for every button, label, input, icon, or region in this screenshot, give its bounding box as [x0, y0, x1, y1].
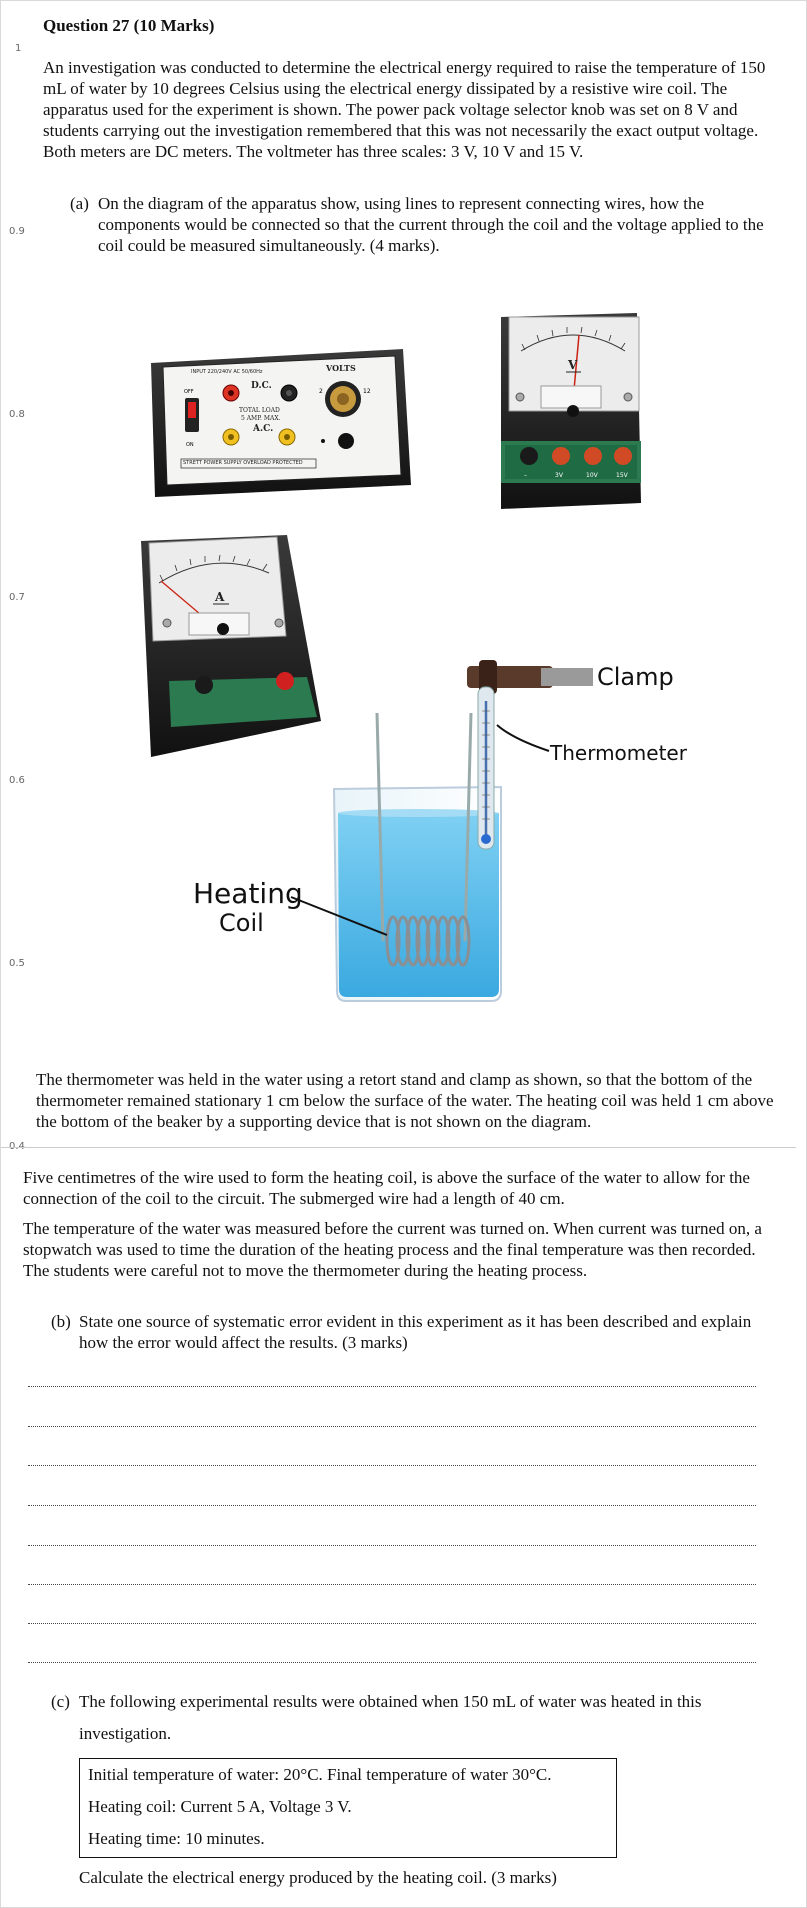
part-b-text: State one source of systematic error evident in this experiment as it has been described and explain how the error would affect the results. (3 marks) [79, 1312, 752, 1352]
part-b-label: (b) [51, 1312, 71, 1331]
voltmeter [501, 313, 641, 509]
voltmeter-terminal-label: 3V [555, 472, 563, 479]
power-pack-dc-label: D.C. [251, 381, 272, 391]
part-c [51, 1686, 781, 1750]
part-c-label: (c) [51, 1692, 70, 1711]
svg-text:2: 2 [319, 388, 323, 395]
thermometer-label: Thermometer [550, 741, 687, 765]
power-pack-on-label: ON [186, 442, 194, 448]
ruler-mark: 0.6 [9, 775, 25, 786]
power-pack-off-label: OFF [184, 389, 194, 395]
power-pack-total-load: TOTAL LOAD [239, 407, 280, 414]
thermometer [478, 687, 494, 849]
power-pack-amp-max: 5 AMP. MAX. [241, 415, 281, 422]
part-a-text: On the diagram of the apparatus show, using lines to represent connecting wires, how the components would be connected so that the current through the coil and the voltage applied to the coil could be measured simultaneously. (4 marks). [98, 194, 764, 255]
part-c-text: The following experimental results were obtained when 150 mL of water was heated in this investigation. [79, 1692, 702, 1743]
result-line: Heating time: 10 minutes. [88, 1829, 265, 1848]
answer-line[interactable] [28, 1465, 756, 1466]
ruler-mark: 1 [15, 43, 22, 54]
part-b [51, 1311, 781, 1353]
clamp-label: Clamp [597, 663, 674, 691]
svg-text:12: 12 [363, 388, 371, 395]
heating-coil-label-line1: Heating [193, 877, 303, 910]
power-pack-input-label: INPUT 220/240V AC 50/60Hz [191, 369, 263, 375]
answer-line[interactable] [28, 1426, 756, 1427]
part-a [70, 193, 790, 256]
answer-line[interactable] [28, 1505, 756, 1506]
heating-coil-label-line2: Coil [219, 909, 264, 937]
voltmeter-terminal-label: 15V [616, 472, 628, 479]
ruler-mark: 0.7 [9, 592, 25, 603]
wire-paragraph: Five centimetres of the wire used to form the heating coil, is above the surface of the water to allow for the connection of the coil to the circuit. The submerged wire had a length of 40 cm. [23, 1168, 750, 1208]
beaker [334, 787, 501, 1001]
answer-line[interactable] [28, 1662, 756, 1663]
voltmeter-terminal-label: 10V [586, 472, 598, 479]
question-title: Question 27 (10 Marks) [43, 16, 215, 35]
ruler-mark: 0.8 [9, 409, 25, 420]
ruler-mark: 0.9 [9, 226, 25, 237]
part-c-calc-prompt: Calculate the electrical energy produced by the heating coil. (3 marks) [79, 1868, 557, 1887]
ruler-mark: 0.4 [9, 1141, 25, 1152]
ammeter [141, 535, 321, 757]
part-a-label: (a) [70, 194, 89, 213]
answer-line[interactable] [28, 1623, 756, 1624]
question-intro: An investigation was conducted to determine the electrical energy required to raise the temperature of 150 mL of water by 10 degrees Celsius using the electrical energy dissipated by a resistive wire coil. The apparatus used for the experiment is shown. The power pack voltage selector knob was set on 8 V and students carrying out the investigation remembered that this was not necessarily the exact output voltage. Both meters are DC meters. The voltmeter has three scales: 3 V, 10 V and 15 V. [43, 58, 766, 161]
voltmeter-symbol: V [568, 358, 578, 372]
thermometer-paragraph: The thermometer was held in the water using a retort stand and clamp as shown, so that the bottom of the thermometer remained stationary 1 cm below the surface of the water. The heating coil was held 1 cm above the bottom of the beaker by a supporting device that is not shown on the diagram. [36, 1070, 774, 1131]
answer-line[interactable] [28, 1386, 756, 1387]
results-box [79, 1758, 617, 1858]
ammeter-symbol: A [215, 590, 225, 604]
power-pack-ac-label: A.C. [253, 424, 274, 434]
apparatus-diagram [1, 281, 807, 1041]
answer-line[interactable] [28, 1545, 756, 1546]
answer-line[interactable] [28, 1584, 756, 1585]
result-line: Heating coil: Current 5 A, Voltage 3 V. [88, 1797, 352, 1816]
procedure-paragraph: The temperature of the water was measured before the current was turned on. When current was turned on, a stopwatch was used to time the duration of the heating process and the final temperature was then recorded. The students were careful not to move the thermometer during the heating process. [23, 1219, 762, 1280]
ruler-mark: 0.5 [9, 958, 25, 969]
section-divider [1, 1147, 796, 1148]
power-pack [151, 349, 411, 497]
result-line: Initial temperature of water: 20°C. Final temperature of water 30°C. [88, 1765, 552, 1784]
voltmeter-terminal-label: – [524, 472, 527, 479]
power-pack-brand: STRETT POWER SUPPLY OVERLOAD PROTECTED [183, 460, 303, 466]
power-pack-volts-label: VOLTS [326, 363, 356, 373]
